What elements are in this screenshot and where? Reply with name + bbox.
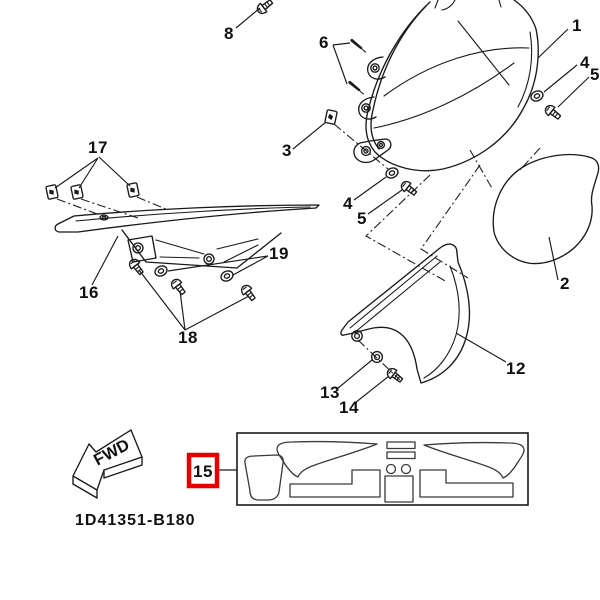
alignment-center-lines [57,124,540,380]
fwd-label: FWD [90,435,133,470]
part-code: 1D41351-B180 [75,512,196,529]
part-3-clip [325,110,337,125]
callout-5-mid[interactable]: 5 [357,209,367,228]
fwd-arrow [73,430,142,498]
callout-15-label[interactable]: 15 [193,462,213,481]
callout-13[interactable]: 13 [320,383,340,402]
part-15-graphic-set [237,433,528,505]
part-2-oval-cover [493,155,598,264]
part-8-screw [255,0,274,16]
callout-1[interactable]: 1 [572,16,582,35]
part-6-tapping-screws [348,39,366,94]
callout-18[interactable]: 18 [178,328,198,347]
callout-4-upper[interactable]: 4 [580,53,590,72]
part-12-side-cover [341,244,470,383]
callout-16[interactable]: 16 [79,283,99,302]
callout-2[interactable]: 2 [560,274,570,293]
callout-labels [79,16,600,417]
callout-12[interactable]: 12 [506,359,526,378]
callout-5-upper[interactable]: 5 [590,65,600,84]
callout-8[interactable]: 8 [224,24,234,43]
part-13-nut [372,352,383,363]
part-1-side-cover [354,0,538,171]
callout-17[interactable]: 17 [88,138,108,157]
callout-14[interactable]: 14 [339,398,359,417]
callout-4-mid[interactable]: 4 [343,194,353,213]
highlighted-callout-15[interactable] [189,455,217,486]
callout-6[interactable]: 6 [319,33,329,52]
callout-19[interactable]: 19 [269,244,289,263]
callout-3[interactable]: 3 [282,141,292,160]
